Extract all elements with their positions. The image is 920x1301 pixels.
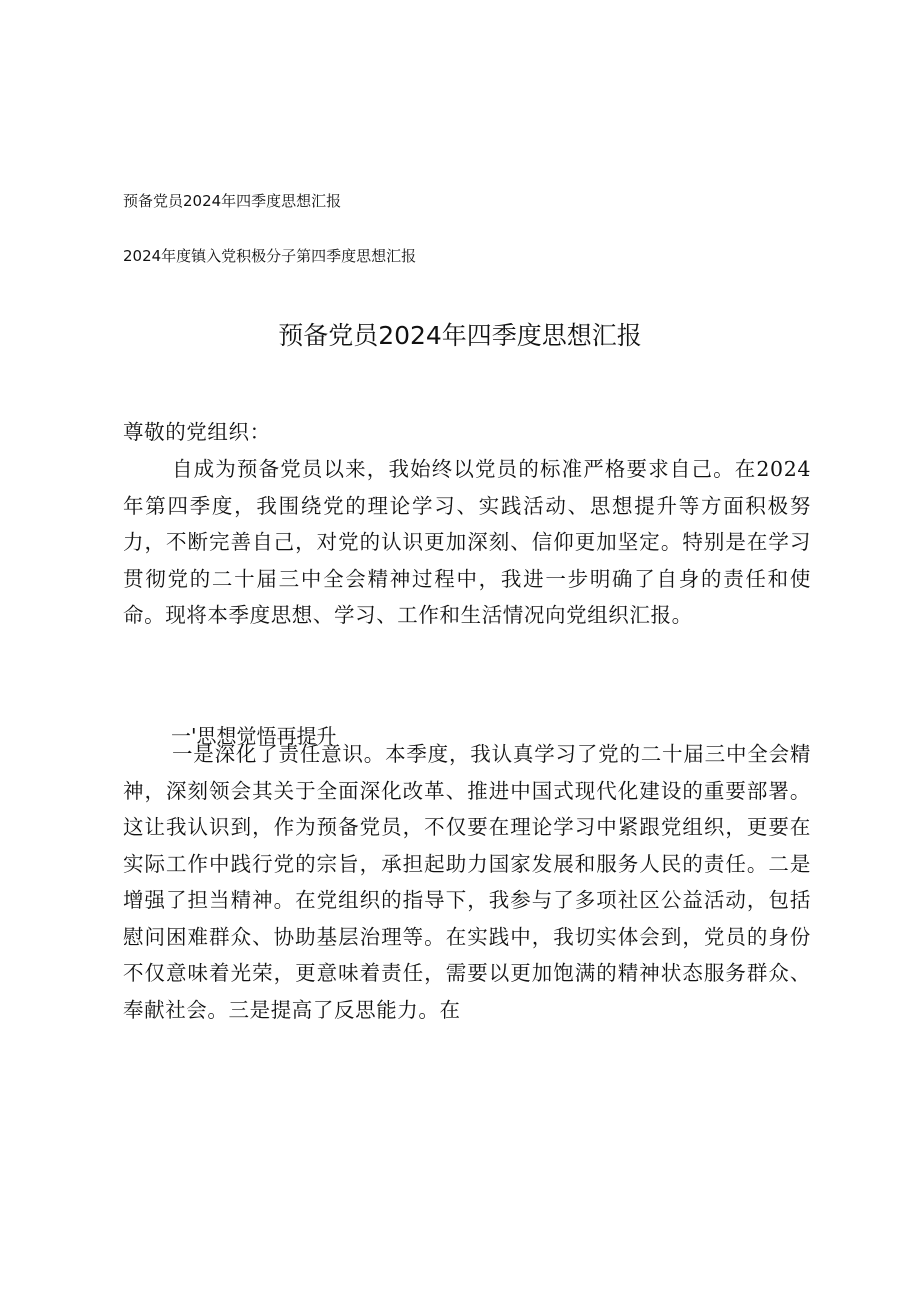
section-1-paragraph: 一是深化了责任意识。本季度，我认真学习了党的二十届三中全会精神，深刻领会其关于全面深化改革、推进中国式现代化建设的重要部署。这让我认识到，作为预备党员，不仅要在理论学习中紧跟党组织，更要在实际工作中践行党的宗旨，承担起助力国家发展和服务人民的责任。二是增强了担当精神。在党组织的指导下，我参与了多项社区公益活动，包括慰问困难群众、协助基层治理等。在实践中，我切实体会到，党员的身份不仅意味着光荣，更意味着责任，需要以更加饱满的精神状态服务群众、奉献社会。三是提高了反思能力。在 <box>123 742 811 1022</box>
section-heading-1: 一'思想觉悟再提升 <box>171 724 337 748</box>
salutation: 尊敬的党组织： <box>123 420 271 444</box>
document-title: 预备党员2024年四季度思想汇报 <box>278 321 642 350</box>
toc-entry-2: 2024年度镇入党积极分子第四季度思想汇报 <box>123 247 417 265</box>
toc-entry-1: 预备党员2024年四季度思想汇报 <box>123 192 342 210</box>
intro-paragraph: 自成为预备党员以来，我始终以党员的标准严格要求自己。在2024年第四季度，我围绕党的理论学习、实践活动、思想提升等方面积极努力，不断完善自己，对党的认识更加深刻、信仰更加坚定。特别是在学习贯彻党的二十届三中全会精神过程中，我进一步明确了自身的责任和使命。现将本季度思想、学习、工作和生活情况向党组织汇报。 <box>123 457 811 627</box>
